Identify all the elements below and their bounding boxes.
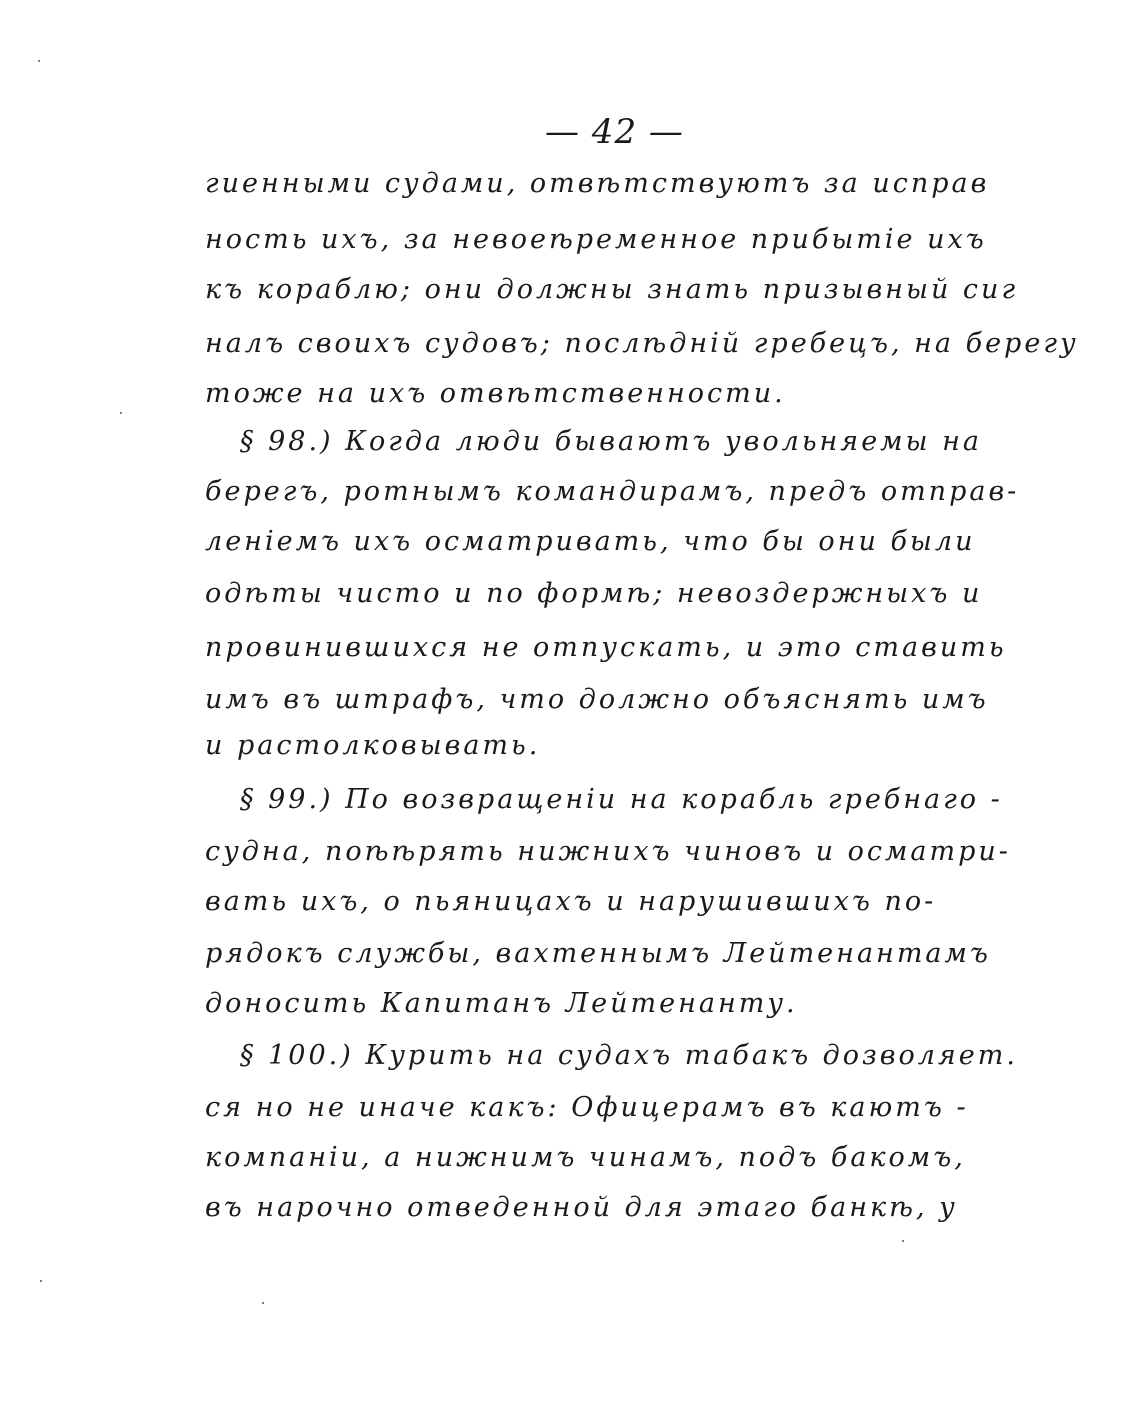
- paper-speck: [120, 412, 122, 414]
- text-line-16: рядокъ службы, вахтеннымъ Лейтенантамъ: [205, 938, 991, 969]
- text-line-19: ся но не иначе какъ: Офицерамъ въ каютъ -: [205, 1092, 969, 1123]
- section-98-heading-line: § 98.) Когда люди бываютъ увольняемы на: [240, 426, 983, 457]
- text-line-4: налъ своихъ судовъ; послѣдній гребецъ, на берегу: [205, 328, 1079, 359]
- text-line-3: къ кораблю; они должны знать призывный сиг: [205, 274, 1019, 305]
- paper-speck: [40, 1280, 42, 1282]
- text-line-17: доносить Капитанъ Лейтенанту.: [205, 988, 798, 1019]
- paper-speck: [262, 1302, 264, 1304]
- text-line-2: ность ихъ, за невоеѣременное прибытіе ихъ: [205, 224, 987, 255]
- text-line-20: компаніи, а нижнимъ чинамъ, подъ бакомъ,: [205, 1142, 966, 1173]
- page-number: — 42 —: [545, 112, 684, 152]
- section-100-heading-line: § 100.) Курить на судахъ табакъ дозволяет.: [240, 1040, 1018, 1071]
- text-line-9: одѣты чисто и по формѣ; невоздержныхъ и: [205, 578, 983, 609]
- text-line-1: гиенными судами, отвѣтствуютъ за исправ: [205, 168, 990, 199]
- text-line-21: въ нарочно отведенной для этаго банкѣ, у: [205, 1192, 958, 1223]
- text-line-11: имъ въ штрафъ, что должно объяснять имъ: [205, 684, 989, 715]
- text-line-8: леніемъ ихъ осматривать, что бы они были: [205, 526, 976, 557]
- text-line-7: берегъ, ротнымъ командирамъ, предъ отправ-: [205, 476, 1020, 507]
- paper-speck: [38, 60, 40, 62]
- text-line-5: тоже на ихъ отвѣтственности.: [205, 378, 786, 409]
- section-99-heading-line: § 99.) По возвращеніи на корабль гребнаго -: [240, 784, 1003, 815]
- paper-speck: [902, 1240, 904, 1242]
- text-line-15: вать ихъ, о пьяницахъ и нарушившихъ по-: [205, 886, 937, 917]
- text-line-10: провинившихся не отпускать, и это ставить: [205, 632, 1007, 663]
- text-line-14: судна, поѣѣрять нижнихъ чиновъ и осматри-: [205, 836, 1011, 867]
- text-line-12: и растолковывать.: [205, 730, 541, 761]
